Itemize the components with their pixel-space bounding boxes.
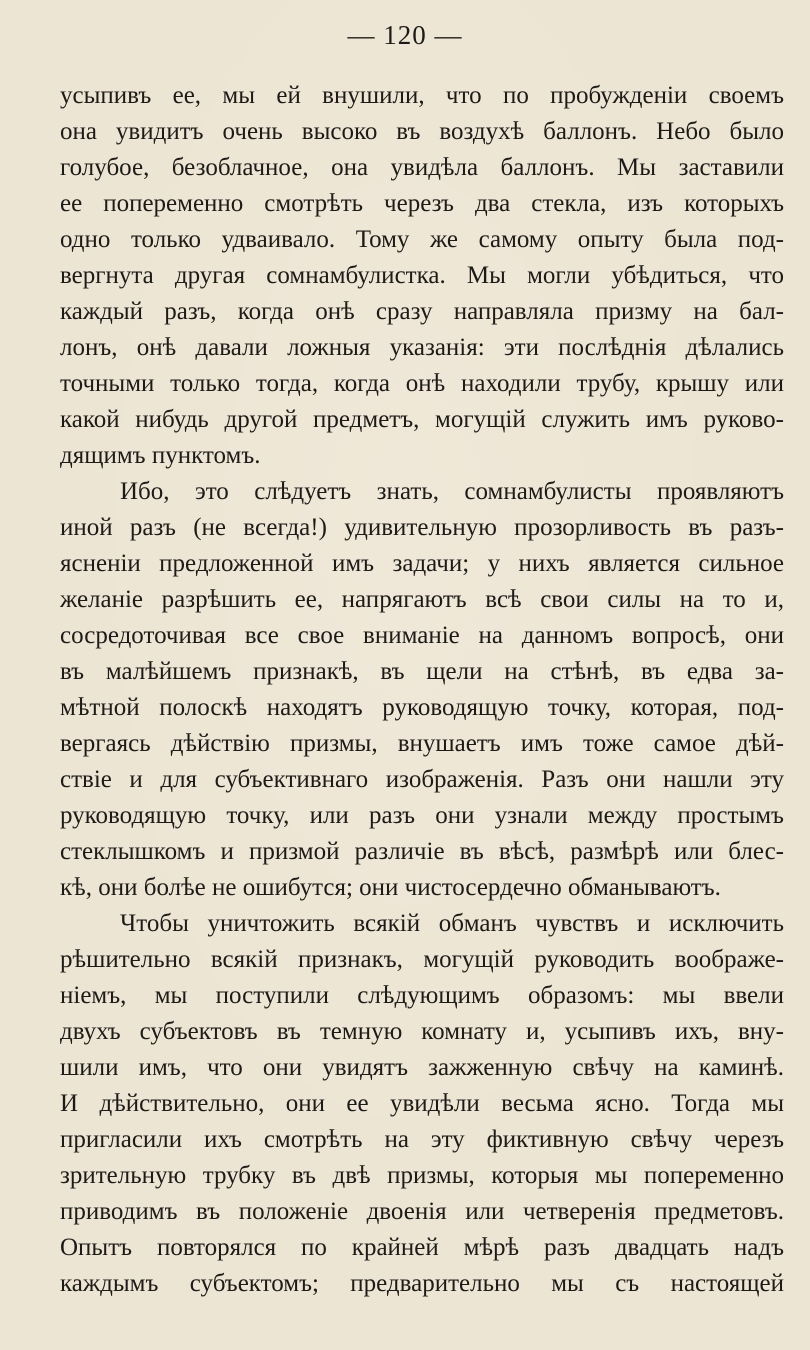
text-line: И дѣйствительно, они ее увидѣли весьма ясно. Тогда мы: [60, 1090, 784, 1117]
body-text: [60, 78, 784, 1302]
text-line: руководящую точку, или разъ они узнали между простымъ: [60, 802, 784, 829]
text-line: Опытъ повторялся по крайней мѣрѣ разъ двадцать надъ: [60, 1234, 784, 1261]
text-line: Чтобы уничтожить всякій обманъ чувствъ и исключить: [120, 910, 784, 937]
text-line: зрительную трубку въ двѣ призмы, которыя мы попеременно: [60, 1162, 784, 1189]
page-number: — 120 —: [347, 20, 463, 50]
text-line: шили имъ, что они увидятъ зажженную свѣчу на каминѣ.: [60, 1054, 784, 1081]
text-line: каждый разъ, когда онѣ сразу направляла призму на бал-: [60, 298, 784, 325]
text-line: желаніе разрѣшить ее, напрягаютъ всѣ свои силы на то и,: [60, 586, 784, 613]
text-line: въ малѣйшемъ признакѣ, въ щели на стѣнѣ, въ едва за-: [60, 658, 784, 685]
text-line: лонъ, онѣ давали ложныя указанія: эти послѣднія дѣлались: [60, 334, 784, 361]
text-line: дящимъ пунктомъ.: [60, 442, 261, 469]
text-line: какой нибудь другой предметъ, могущій служить имъ руково-: [60, 406, 784, 433]
text-line: ясненіи предложенной имъ задачи; у нихъ является сильное: [60, 550, 784, 577]
text-line: вергнута другая сомнамбулистка. Мы могли убѣдиться, что: [60, 262, 784, 289]
text-line: стеклышкомъ и призмой различіе въ вѣсѣ, размѣрѣ или блес-: [60, 838, 784, 865]
text-line: вергаясь дѣйствію призмы, внушаетъ имъ тоже самое дѣй-: [60, 730, 784, 757]
text-line: ствіе и для субъективнаго изображенія. Разъ они нашли эту: [60, 766, 784, 793]
text-line: ее попеременно смотрѣть черезъ два стекла, изъ которыхъ: [60, 190, 784, 217]
text-line: усыпивъ ее, мы ей внушили, что по пробужденіи своемъ: [60, 82, 784, 109]
text-line: сосредоточивая все свое вниманіе на данномъ вопросѣ, они: [60, 622, 784, 649]
text-line: приводимъ въ положеніе двоенія или четверенія предметовъ.: [60, 1198, 784, 1225]
text-line: двухъ субъектовъ въ темную комнату и, усыпивъ ихъ, вну-: [60, 1018, 784, 1045]
text-line: точными только тогда, когда онѣ находили трубу, крышу или: [60, 370, 784, 397]
text-line: каждымъ субъектомъ; предварительно мы съ настоящей: [60, 1270, 784, 1297]
text-line: голубое, безоблачное, она увидѣла баллонъ. Мы заставили: [60, 154, 784, 181]
text-line: ніемъ, мы поступили слѣдующимъ образомъ: мы ввели: [60, 982, 784, 1009]
text-line: рѣшительно всякій признакъ, могущій руководить воображе-: [60, 946, 784, 973]
text-line: пригласили ихъ смотрѣть на эту фиктивную свѣчу черезъ: [60, 1126, 784, 1153]
text-line: Ибо, это слѣдуетъ знать, сомнамбулисты проявляютъ: [120, 478, 784, 505]
text-line: иной разъ (не всегда!) удивительную прозорливость въ разъ-: [60, 514, 784, 541]
text-line: кѣ, они болѣе не ошибутся; они чистосердечно обманываютъ.: [60, 874, 721, 901]
text-line: одно только удваивало. Тому же самому опыту была под-: [60, 226, 784, 253]
text-line: мѣтной полоскѣ находятъ руководящую точку, которая, под-: [60, 694, 784, 721]
text-line: она увидитъ очень высоко въ воздухѣ баллонъ. Небо было: [60, 118, 784, 145]
